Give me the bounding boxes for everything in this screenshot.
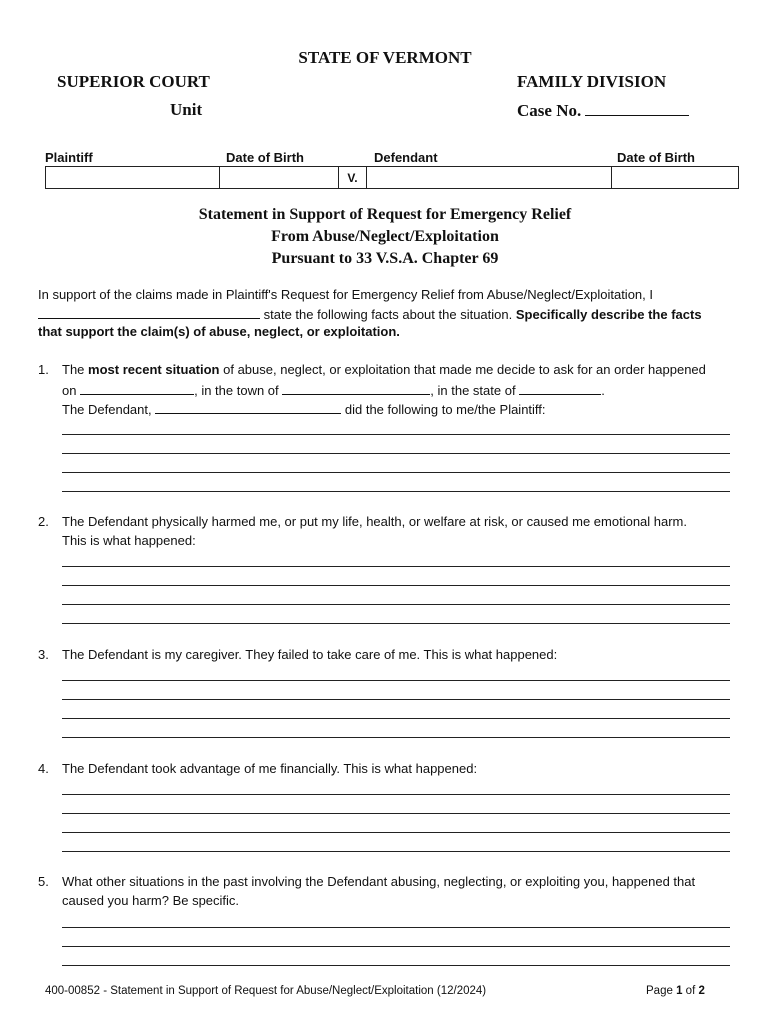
q2-answer-line[interactable] — [62, 566, 730, 567]
q1-did-label: did the following to me/the Plaintiff: — [344, 402, 546, 417]
q4-line1: The Defendant took advantage of me financially. This is what happened: — [62, 761, 478, 776]
q1-date-field[interactable] — [80, 381, 194, 395]
court-name: SUPERIOR COURT — [57, 72, 210, 91]
versus-label: V. — [339, 167, 367, 189]
q1-line1 — [62, 362, 706, 377]
defendant-dob-label: Date of Birth — [617, 150, 695, 165]
state-title: STATE OF VERMONT — [298, 48, 472, 67]
page-number: 1 — [676, 985, 683, 997]
q3-answer-line[interactable] — [62, 718, 730, 719]
q3-number: 3. — [38, 647, 49, 662]
defendant-dob-field[interactable] — [612, 167, 739, 189]
q5-number: 5. — [38, 874, 49, 889]
unit-label: Unit — [170, 100, 203, 119]
q2-line1: The Defendant physically harmed me, or put my life, health, or welfare at risk, or caused me emotional harm. — [62, 514, 688, 529]
q5-answer-line[interactable] — [62, 946, 730, 947]
intro-line2-text: state the following facts about the situation. — [263, 307, 513, 322]
q1-period: . — [601, 383, 605, 398]
q1-number: 1. — [38, 362, 49, 377]
form-title-line3: Pursuant to 33 V.S.A. Chapter 69 — [271, 250, 499, 267]
intro-line1: In support of the claims made in Plaintiff's Request for Emergency Relief from Abuse/Neglect/Exploitation, I — [38, 287, 653, 302]
q1-on-label: on — [62, 383, 77, 398]
defendant-label: Defendant — [374, 150, 438, 165]
intro-line3 — [38, 324, 400, 339]
q1-answer-line[interactable] — [62, 472, 730, 473]
q1-line3 — [62, 400, 546, 417]
intro-line2 — [38, 305, 702, 322]
plaintiff-field[interactable] — [46, 167, 220, 189]
case-number-field[interactable] — [585, 100, 689, 116]
q1-post: of abuse, neglect, or exploitation that made me decide to ask for an order happened — [223, 362, 706, 377]
q3-answer-line[interactable] — [62, 680, 730, 681]
defendant-field[interactable] — [367, 167, 612, 189]
q3-line1: The Defendant is my caregiver. They failed to take care of me. This is what happened: — [62, 647, 558, 662]
form-number-footer: 400-00852 - Statement in Support of Request for Abuse/Neglect/Exploitation (12/2024) — [45, 985, 487, 997]
q5-answer-line[interactable] — [62, 965, 730, 966]
plaintiff-dob-field[interactable] — [220, 167, 339, 189]
q5-line2: caused you harm? Be specific. — [62, 893, 240, 908]
q3-answer-line[interactable] — [62, 737, 730, 738]
page-word: Page — [646, 985, 673, 997]
q1-defendant-field[interactable] — [155, 400, 341, 414]
intro-bold-1: Specifically describe the facts — [515, 307, 702, 322]
party-table — [45, 166, 739, 189]
q1-state-label: , in the state of — [430, 383, 516, 398]
page-indicator — [646, 985, 705, 997]
q1-pre: The — [62, 362, 85, 377]
page-total: 2 — [698, 985, 705, 997]
plaintiff-label: Plaintiff — [45, 150, 93, 165]
q2-line2: This is what happened: — [62, 533, 196, 548]
q4-number: 4. — [38, 761, 49, 776]
q2-number: 2. — [38, 514, 49, 529]
of-word: of — [685, 985, 696, 997]
form-title-line2: From Abuse/Neglect/Exploitation — [271, 228, 499, 245]
q2-answer-line[interactable] — [62, 623, 730, 624]
q3-answer-line[interactable] — [62, 699, 730, 700]
form-title-line1: Statement in Support of Request for Emergency Relief — [198, 206, 572, 223]
q1-town-field[interactable] — [282, 381, 430, 395]
plaintiff-dob-label: Date of Birth — [226, 150, 304, 165]
q1-state-field[interactable] — [519, 381, 601, 395]
q1-answer-line[interactable] — [62, 453, 730, 454]
q5-line1: What other situations in the past involving the Defendant abusing, neglecting, or exploiting you, happened that — [62, 874, 696, 889]
q2-answer-line[interactable] — [62, 604, 730, 605]
division-name: FAMILY DIVISION — [517, 72, 667, 91]
q5-answer-line[interactable] — [62, 927, 730, 928]
q4-answer-line[interactable] — [62, 832, 730, 833]
case-number — [517, 100, 689, 121]
case-number-label: Case No. — [517, 101, 582, 120]
q4-answer-line[interactable] — [62, 813, 730, 814]
q1-bold: most recent situation — [88, 362, 220, 377]
q1-defendant-label: The Defendant, — [62, 402, 152, 417]
q1-answer-line[interactable] — [62, 491, 730, 492]
declarant-name-field[interactable] — [38, 305, 260, 319]
q1-answer-line[interactable] — [62, 434, 730, 435]
q1-town-label: , in the town of — [194, 383, 279, 398]
q2-answer-line[interactable] — [62, 585, 730, 586]
q1-line2 — [62, 381, 605, 398]
q4-answer-line[interactable] — [62, 851, 730, 852]
q4-answer-line[interactable] — [62, 794, 730, 795]
intro-bold-2: that support the claim(s) of abuse, neglect, or exploitation. — [38, 324, 400, 339]
